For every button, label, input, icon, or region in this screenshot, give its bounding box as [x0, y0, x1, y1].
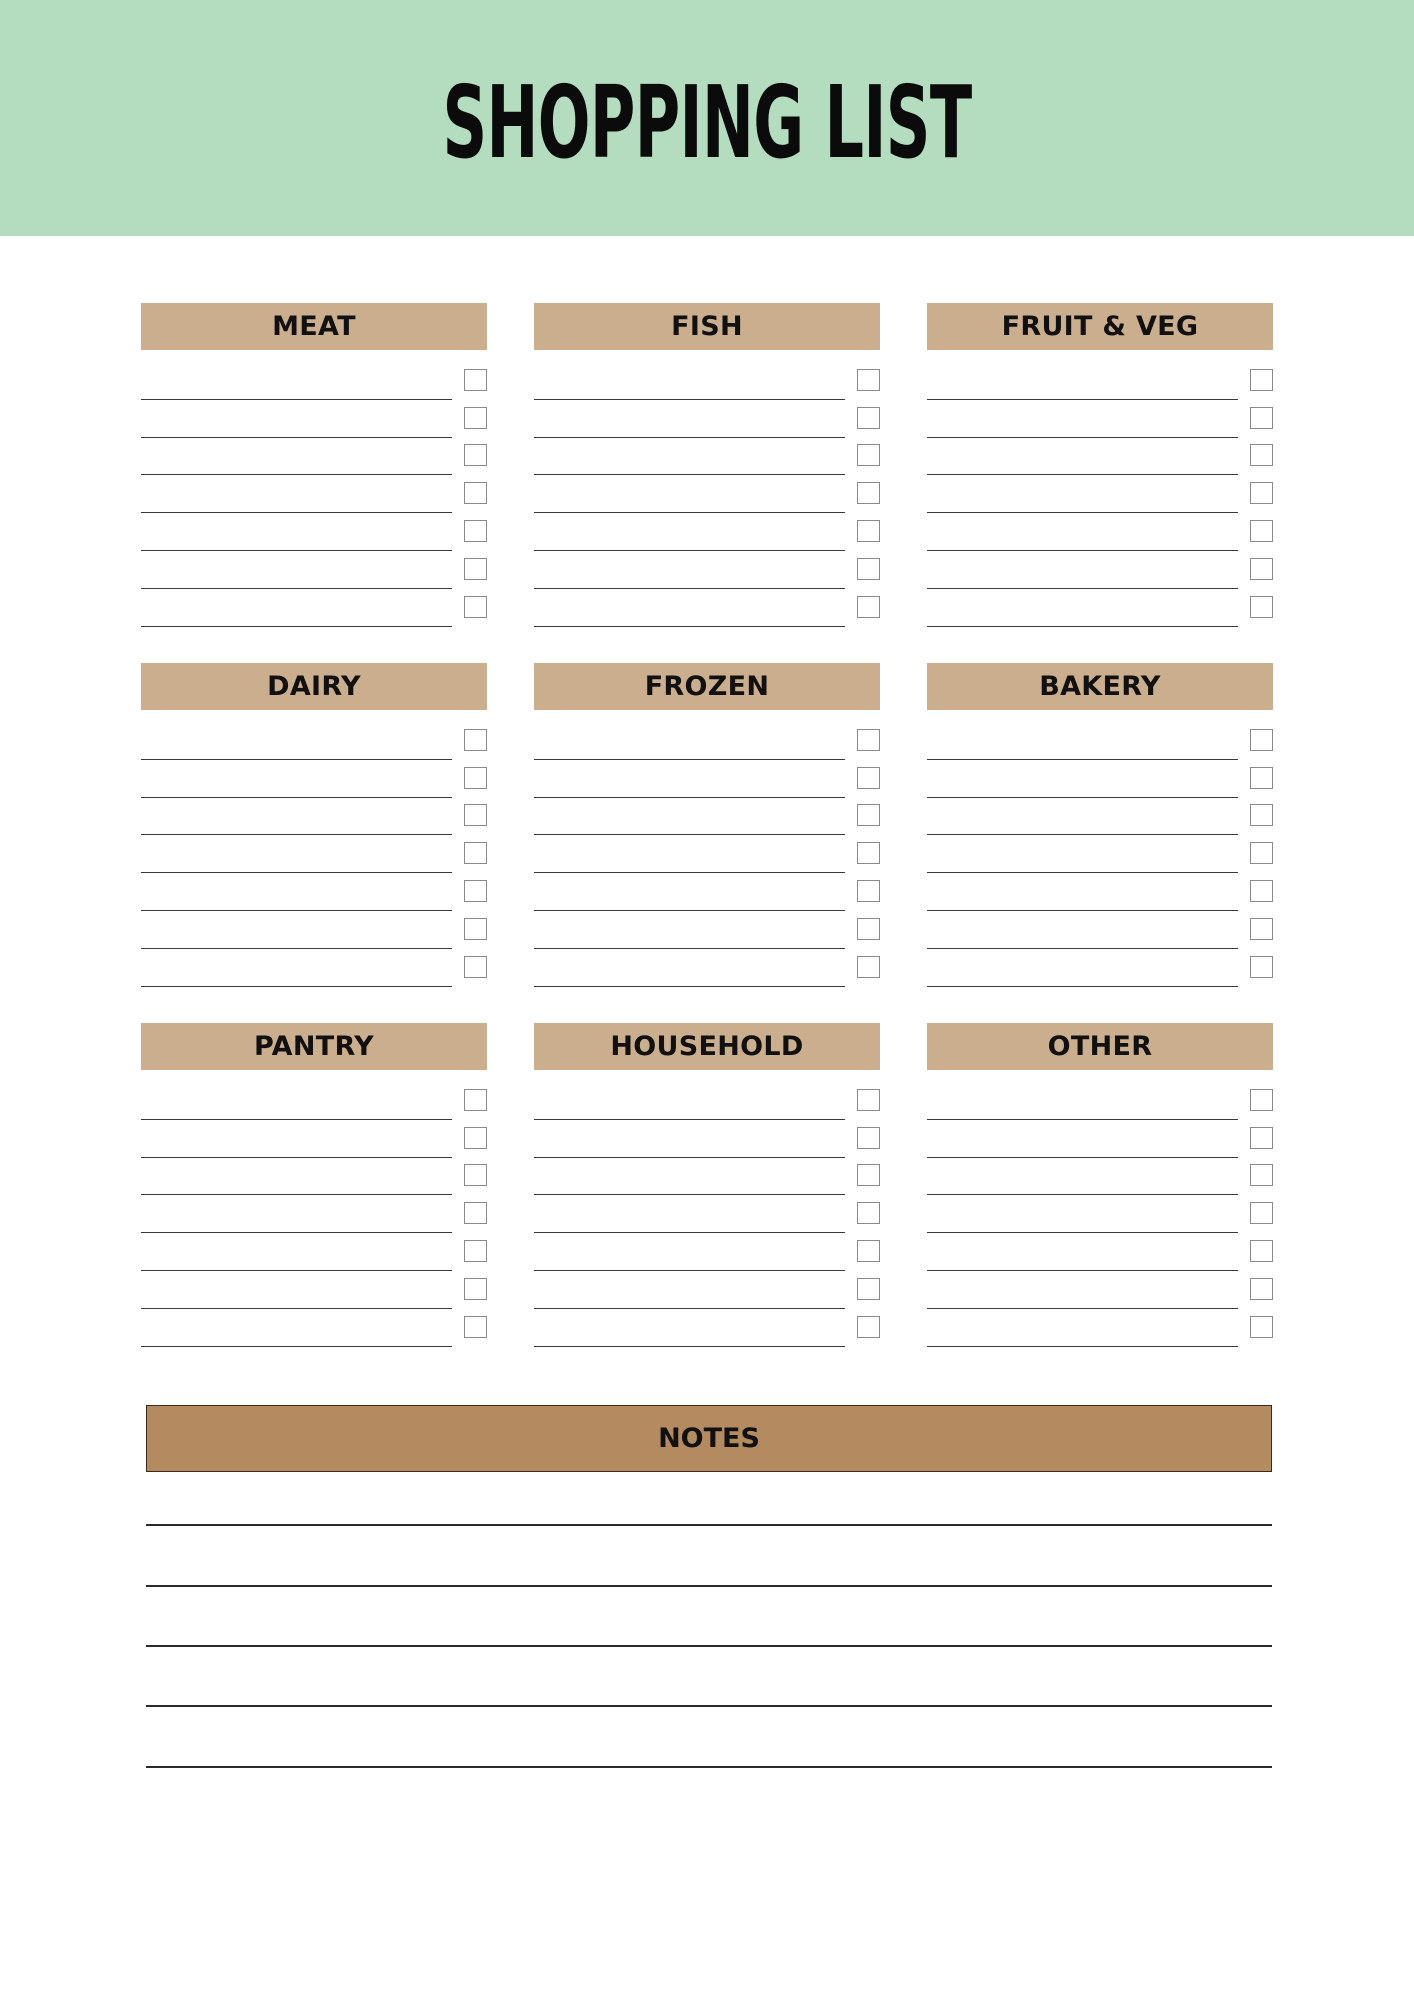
list-item [534, 1082, 880, 1120]
list-item [534, 873, 880, 911]
item-checkbox[interactable] [857, 956, 880, 978]
item-checkbox[interactable] [857, 1089, 880, 1111]
list-item [141, 1195, 487, 1233]
item-checkbox[interactable] [857, 1278, 880, 1300]
item-checkbox[interactable] [857, 1316, 880, 1338]
list-item [534, 1271, 880, 1309]
list-item [141, 835, 487, 873]
list-item [927, 400, 1273, 438]
item-checkbox[interactable] [464, 596, 487, 618]
item-checkbox[interactable] [857, 444, 880, 466]
item-write-line[interactable] [927, 626, 1238, 627]
item-checkbox[interactable] [857, 520, 880, 542]
list-item [141, 760, 487, 798]
item-checkbox[interactable] [1250, 1316, 1273, 1338]
section-header: FISH [534, 303, 880, 350]
item-checkbox[interactable] [464, 520, 487, 542]
list-item [927, 589, 1273, 627]
list-item [927, 1158, 1273, 1196]
list-item [141, 551, 487, 589]
item-list [141, 710, 487, 987]
item-checkbox[interactable] [464, 558, 487, 580]
list-item [927, 722, 1273, 760]
item-checkbox[interactable] [1250, 558, 1273, 580]
item-checkbox[interactable] [1250, 1202, 1273, 1224]
list-item [141, 438, 487, 476]
item-checkbox[interactable] [464, 767, 487, 789]
item-checkbox[interactable] [857, 767, 880, 789]
item-checkbox[interactable] [857, 842, 880, 864]
item-checkbox[interactable] [1250, 1164, 1273, 1186]
list-item [534, 438, 880, 476]
item-checkbox[interactable] [464, 1240, 487, 1262]
list-item [141, 911, 487, 949]
item-checkbox[interactable] [464, 804, 487, 826]
item-list [141, 1070, 487, 1347]
section-frozen [534, 663, 880, 987]
item-checkbox[interactable] [857, 918, 880, 940]
item-write-line[interactable] [927, 1346, 1238, 1347]
section-header: DAIRY [141, 663, 487, 710]
item-checkbox[interactable] [1250, 729, 1273, 751]
list-item [534, 760, 880, 798]
item-checkbox[interactable] [464, 1278, 487, 1300]
list-item [141, 1271, 487, 1309]
list-item [927, 1309, 1273, 1347]
notes-line[interactable] [146, 1645, 1272, 1647]
list-item [534, 362, 880, 400]
item-checkbox[interactable] [464, 1089, 487, 1111]
item-list [534, 1070, 880, 1347]
list-item [927, 438, 1273, 476]
item-checkbox[interactable] [857, 1240, 880, 1262]
item-checkbox[interactable] [1250, 842, 1273, 864]
list-item [927, 1195, 1273, 1233]
section-meat [141, 303, 487, 627]
notes-header: NOTES [146, 1405, 1272, 1472]
section-header: BAKERY [927, 663, 1273, 710]
section-dairy [141, 663, 487, 987]
item-checkbox[interactable] [1250, 1278, 1273, 1300]
section-other [927, 1023, 1273, 1347]
section-header: HOUSEHOLD [534, 1023, 880, 1070]
item-checkbox[interactable] [857, 558, 880, 580]
list-item [534, 911, 880, 949]
notes-line[interactable] [146, 1766, 1272, 1768]
item-checkbox[interactable] [464, 956, 487, 978]
list-item [141, 400, 487, 438]
list-item [927, 1120, 1273, 1158]
list-item [927, 798, 1273, 836]
item-checkbox[interactable] [1250, 918, 1273, 940]
notes-line[interactable] [146, 1585, 1272, 1587]
item-write-line[interactable] [534, 986, 845, 987]
item-checkbox[interactable] [1250, 1240, 1273, 1262]
list-item [534, 1158, 880, 1196]
item-checkbox[interactable] [1250, 482, 1273, 504]
list-item [141, 362, 487, 400]
list-item [534, 1309, 880, 1347]
list-item [927, 1082, 1273, 1120]
notes-line[interactable] [146, 1705, 1272, 1707]
list-item [927, 362, 1273, 400]
item-checkbox[interactable] [1250, 956, 1273, 978]
section-header: FROZEN [534, 663, 880, 710]
list-item [534, 1120, 880, 1158]
item-list [141, 350, 487, 627]
item-write-line[interactable] [534, 626, 845, 627]
item-checkbox[interactable] [1250, 1089, 1273, 1111]
item-checkbox[interactable] [464, 729, 487, 751]
item-checkbox[interactable] [1250, 444, 1273, 466]
item-checkbox[interactable] [464, 482, 487, 504]
item-checkbox[interactable] [464, 842, 487, 864]
item-checkbox[interactable] [1250, 407, 1273, 429]
list-item [927, 873, 1273, 911]
item-list [534, 710, 880, 987]
item-checkbox[interactable] [464, 1127, 487, 1149]
item-checkbox[interactable] [464, 880, 487, 902]
item-list [927, 1070, 1273, 1347]
item-write-line[interactable] [141, 986, 452, 987]
item-write-line[interactable] [534, 1346, 845, 1347]
list-item [534, 798, 880, 836]
list-item [927, 551, 1273, 589]
list-item [141, 1082, 487, 1120]
list-item [534, 835, 880, 873]
list-item [534, 949, 880, 987]
item-checkbox[interactable] [857, 880, 880, 902]
section-fish [534, 303, 880, 627]
item-checkbox[interactable] [1250, 767, 1273, 789]
list-item [534, 589, 880, 627]
item-checkbox[interactable] [857, 729, 880, 751]
list-item [141, 1158, 487, 1196]
list-item [927, 513, 1273, 551]
item-checkbox[interactable] [857, 369, 880, 391]
item-checkbox[interactable] [464, 1202, 487, 1224]
item-checkbox[interactable] [1250, 1127, 1273, 1149]
list-item [534, 1195, 880, 1233]
list-item [927, 911, 1273, 949]
list-item [141, 589, 487, 627]
list-item [141, 1233, 487, 1271]
item-write-line[interactable] [141, 1346, 452, 1347]
item-checkbox[interactable] [857, 1127, 880, 1149]
list-item [141, 1120, 487, 1158]
item-list [534, 350, 880, 627]
list-item [927, 1233, 1273, 1271]
item-checkbox[interactable] [857, 1164, 880, 1186]
item-checkbox[interactable] [1250, 369, 1273, 391]
list-item [927, 835, 1273, 873]
list-item [927, 949, 1273, 987]
item-write-line[interactable] [927, 986, 1238, 987]
item-checkbox[interactable] [464, 1316, 487, 1338]
section-header: MEAT [141, 303, 487, 350]
item-checkbox[interactable] [1250, 804, 1273, 826]
list-item [927, 1271, 1273, 1309]
section-header: PANTRY [141, 1023, 487, 1070]
item-write-line[interactable] [141, 626, 452, 627]
list-item [141, 513, 487, 551]
section-header: FRUIT & VEG [927, 303, 1273, 350]
section-header: OTHER [927, 1023, 1273, 1070]
section-pantry [141, 1023, 487, 1347]
item-checkbox[interactable] [1250, 880, 1273, 902]
list-item [141, 475, 487, 513]
list-item [534, 551, 880, 589]
list-item [141, 798, 487, 836]
item-checkbox[interactable] [1250, 520, 1273, 542]
item-checkbox[interactable] [1250, 596, 1273, 618]
list-item [534, 1233, 880, 1271]
item-checkbox[interactable] [857, 804, 880, 826]
section-household [534, 1023, 880, 1347]
item-checkbox[interactable] [857, 1202, 880, 1224]
list-item [141, 873, 487, 911]
list-item [534, 475, 880, 513]
item-checkbox[interactable] [857, 482, 880, 504]
list-item [534, 400, 880, 438]
item-checkbox[interactable] [464, 918, 487, 940]
list-item [141, 949, 487, 987]
item-checkbox[interactable] [857, 407, 880, 429]
list-item [141, 722, 487, 760]
item-checkbox[interactable] [464, 407, 487, 429]
list-item [927, 760, 1273, 798]
item-checkbox[interactable] [857, 596, 880, 618]
item-checkbox[interactable] [464, 444, 487, 466]
item-checkbox[interactable] [464, 369, 487, 391]
notes-line[interactable] [146, 1524, 1272, 1526]
list-item [927, 475, 1273, 513]
item-list [927, 710, 1273, 987]
list-item [534, 513, 880, 551]
list-item [534, 722, 880, 760]
page-title: SHOPPING LIST [442, 63, 972, 181]
section-fruit-veg [927, 303, 1273, 627]
item-checkbox[interactable] [464, 1164, 487, 1186]
item-list [927, 350, 1273, 627]
list-item [141, 1309, 487, 1347]
section-bakery [927, 663, 1273, 987]
